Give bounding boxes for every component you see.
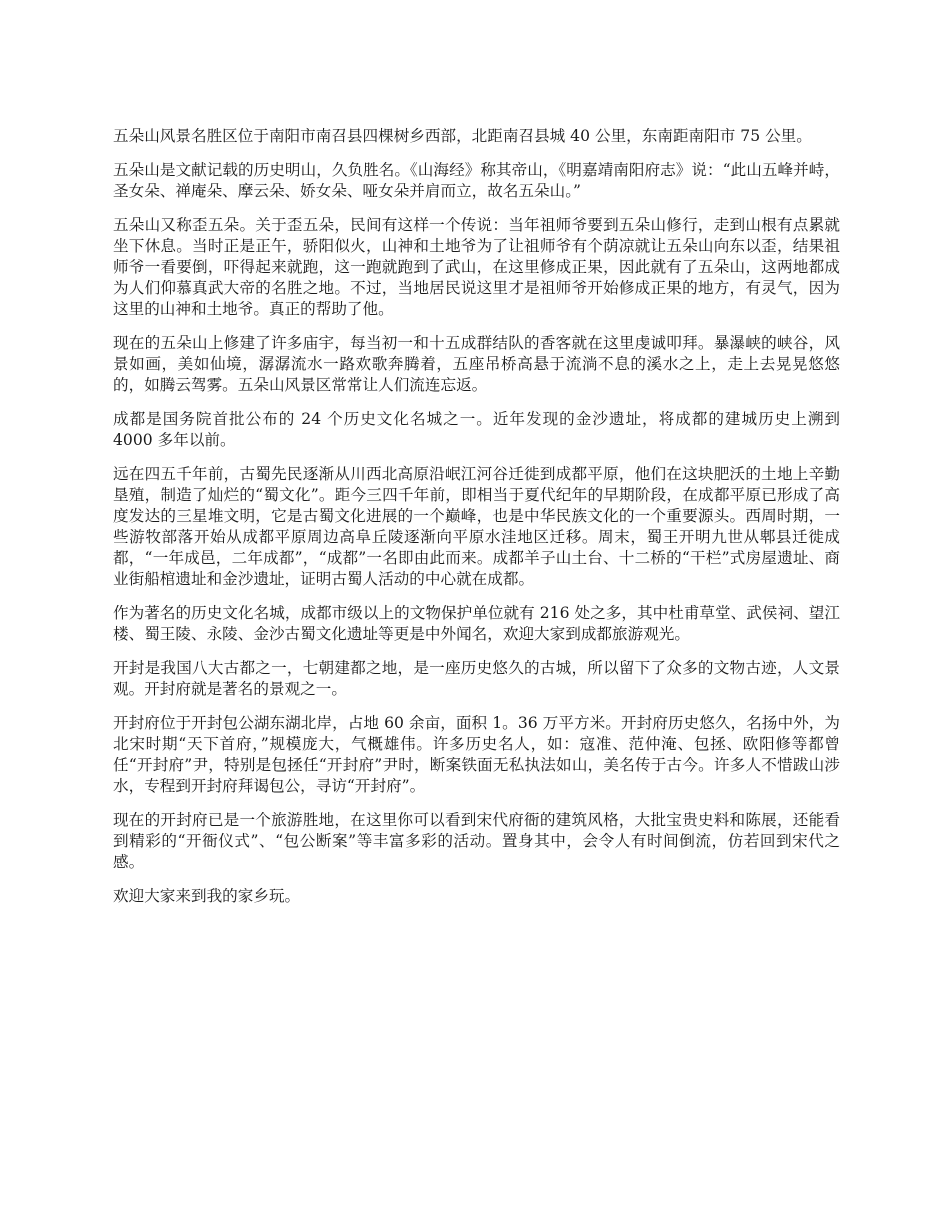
paragraph-wuduoshan-scenery: 现在的五朵山上修建了许多庙宇，每当初一和十五成群结队的香客就在这里虔诚叩拜。暴瀑峡的峡谷，风景如画，美如仙境，潺潺流水一路欢歌奔腾着，五座吊桥高悬于流淌不息的溪水之上，走上去晃晃悠悠的，如腾云驾雾。五朵山风景区常常让人们流连忘返。 — [113, 334, 840, 394]
paragraph-closing: 欢迎大家来到我的家乡玩。 — [113, 887, 301, 905]
paragraph-kaifeng-intro: 开封是我国八大古都之一，七朝建都之地，是一座历史悠久的古城，所以留下了众多的文物古迹，人文景观。开封府就是著名的景观之一。 — [113, 659, 840, 698]
paragraph-wuduoshan-history: 五朵山是文献记载的历史明山，久负胜名。《山海经》称其帝山，《明嘉靖南阳府志》说：“此山五峰并峙，圣女朵、禅庵朵、摩云朵、娇女朵、哑女朵并肩而立，故名五朵山。” — [113, 161, 840, 200]
paragraph-kaifengfu-today: 现在的开封府已是一个旅游胜地，在这里你可以看到宋代府衙的建筑风格，大批宝贵史料和陈展，还能看到精彩的“开衙仪式”、“包公断案”等丰富多彩的活动。置身其中，会令人有时间倒流，仿若回到宋代之感。 — [113, 811, 840, 871]
document-body — [113, 126, 840, 920]
paragraph-chengdu-relics: 作为著名的历史文化名城，成都市级以上的文物保护单位就有 216 处之多，其中杜甫草堂、武侯祠、望江楼、蜀王陵、永陵、金沙古蜀文化遗址等更是中外闻名，欢迎大家到成都旅游观光。 — [113, 604, 840, 643]
paragraph-chengdu-history: 远在四五千年前，古蜀先民逐渐从川西北高原沿岷江河谷迁徙到成都平原，他们在这块肥沃的土地上辛勤垦殖，制造了灿烂的“蜀文化”。距今三四千年前，即相当于夏代纪年的早期阶段，在成都平原已形成了高度发达的三星堆文明，它是古蜀文化进展的一个巅峰，也是中华民族文化的一个重要源头。西周时期，一些游牧部落开始从成都平原周边高阜丘陵逐渐向平原水洼地区迁移。周末，蜀王开明九世从郫县迁徙成都，“一年成邑，二年成都”，“成都”一名即由此而来。成都羊子山土台、十二桥的“干栏”式房屋遗址、商业街船棺遗址和金沙遗址，证明古蜀人活动的中心就在成都。 — [113, 465, 840, 588]
paragraph-wuduoshan-legend: 五朵山又称歪五朵。关于歪五朵，民间有这样一个传说：当年祖师爷要到五朵山修行，走到山根有点累就坐下休息。当时正是正午，骄阳似火，山神和土地爷为了让祖师爷有个荫凉就让五朵山向东以歪，结果祖师爷一看要倒，吓得起来就跑，这一跑就跑到了武山，在这里修成正果，因此就有了五朵山，这两地都成为人们仰慕真武大帝的名胜之地。不过，当地居民说这里才是祖师爷开始修成正果的地方，有灵气，因为这里的山神和土地爷。真正的帮助了他。 — [113, 216, 840, 318]
paragraph-chengdu-intro: 成都是国务院首批公布的 24 个历史文化名城之一。近年发现的金沙遗址，将成都的建城历史上溯到 4000 多年以前。 — [113, 410, 840, 449]
paragraph-wuduoshan-location: 五朵山风景名胜区位于南阳市南召县四棵树乡西部，北距南召县城 40 公里，东南距南阳市 75 公里。 — [113, 127, 812, 145]
paragraph-kaifengfu-history: 开封府位于开封包公湖东湖北岸，占地 60 余亩，面积 1。36 万平方米。开封府历史悠久，名扬中外，为北宋时期“天下首府，”规模庞大，气概雄伟。许多历史名人，如：寇准、范仲淹、包拯、欧阳修等都曾任“开封府”尹，特别是包拯任“开封府”尹时，断案铁面无私执法如山，美名传于古今。许多人不惜跋山涉水，专程到开封府拜谒包公，寻访“开封府”。 — [113, 714, 840, 795]
